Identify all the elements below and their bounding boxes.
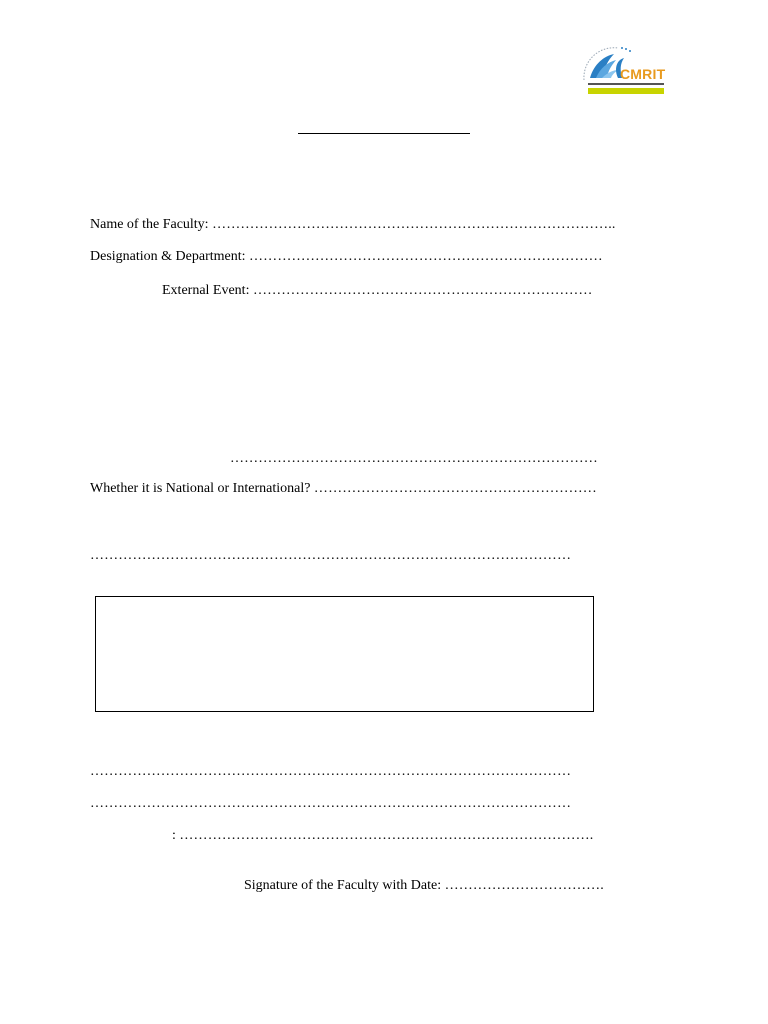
blank-line-2-dots[interactable]: ………………………………………………………………………………………… [90, 548, 572, 563]
national-dots[interactable]: …………………………………………………… [313, 481, 597, 496]
faculty-name-dots[interactable]: ………………………………………………………………………….. [212, 217, 616, 232]
blank-line-5-label: : [172, 828, 176, 843]
blank-line-1 [230, 451, 598, 467]
faculty-name-label: Name of the Faculty: [90, 217, 209, 232]
blank-line-3-dots[interactable]: ………………………………………………………………………………………… [90, 764, 572, 779]
logo-brand-text: CMRIT [620, 66, 666, 82]
signature-dots[interactable]: ……………………………. [444, 878, 604, 893]
designation-field [90, 249, 603, 265]
blank-line-4-dots[interactable]: ………………………………………………………………………………………… [90, 796, 572, 811]
blank-line-1-dots[interactable]: …………………………………………………………………… [230, 451, 598, 466]
designation-label: Designation & Department: [90, 249, 246, 264]
external-event-field [162, 283, 593, 299]
blank-line-4 [90, 796, 571, 812]
national-label: Whether it is National or International? [90, 481, 311, 496]
external-event-label: External Event: [162, 283, 250, 298]
signature-field [244, 878, 604, 894]
cmrit-logo [578, 40, 670, 100]
signature-label: Signature of the Faculty with Date: [244, 878, 442, 893]
blank-line-5 [172, 828, 593, 844]
title-underline [298, 133, 470, 134]
external-event-dots[interactable]: ……………………………………………………………… [252, 283, 593, 298]
faculty-name-field [90, 217, 616, 233]
blank-line-5-dots[interactable]: ……………………………………………………………………………. [179, 828, 594, 843]
blank-line-3 [90, 764, 571, 780]
answer-box[interactable] [95, 596, 594, 712]
designation-dots[interactable]: ………………………………………………………………… [249, 249, 603, 264]
blank-line-2 [90, 548, 571, 564]
national-field [90, 481, 597, 497]
